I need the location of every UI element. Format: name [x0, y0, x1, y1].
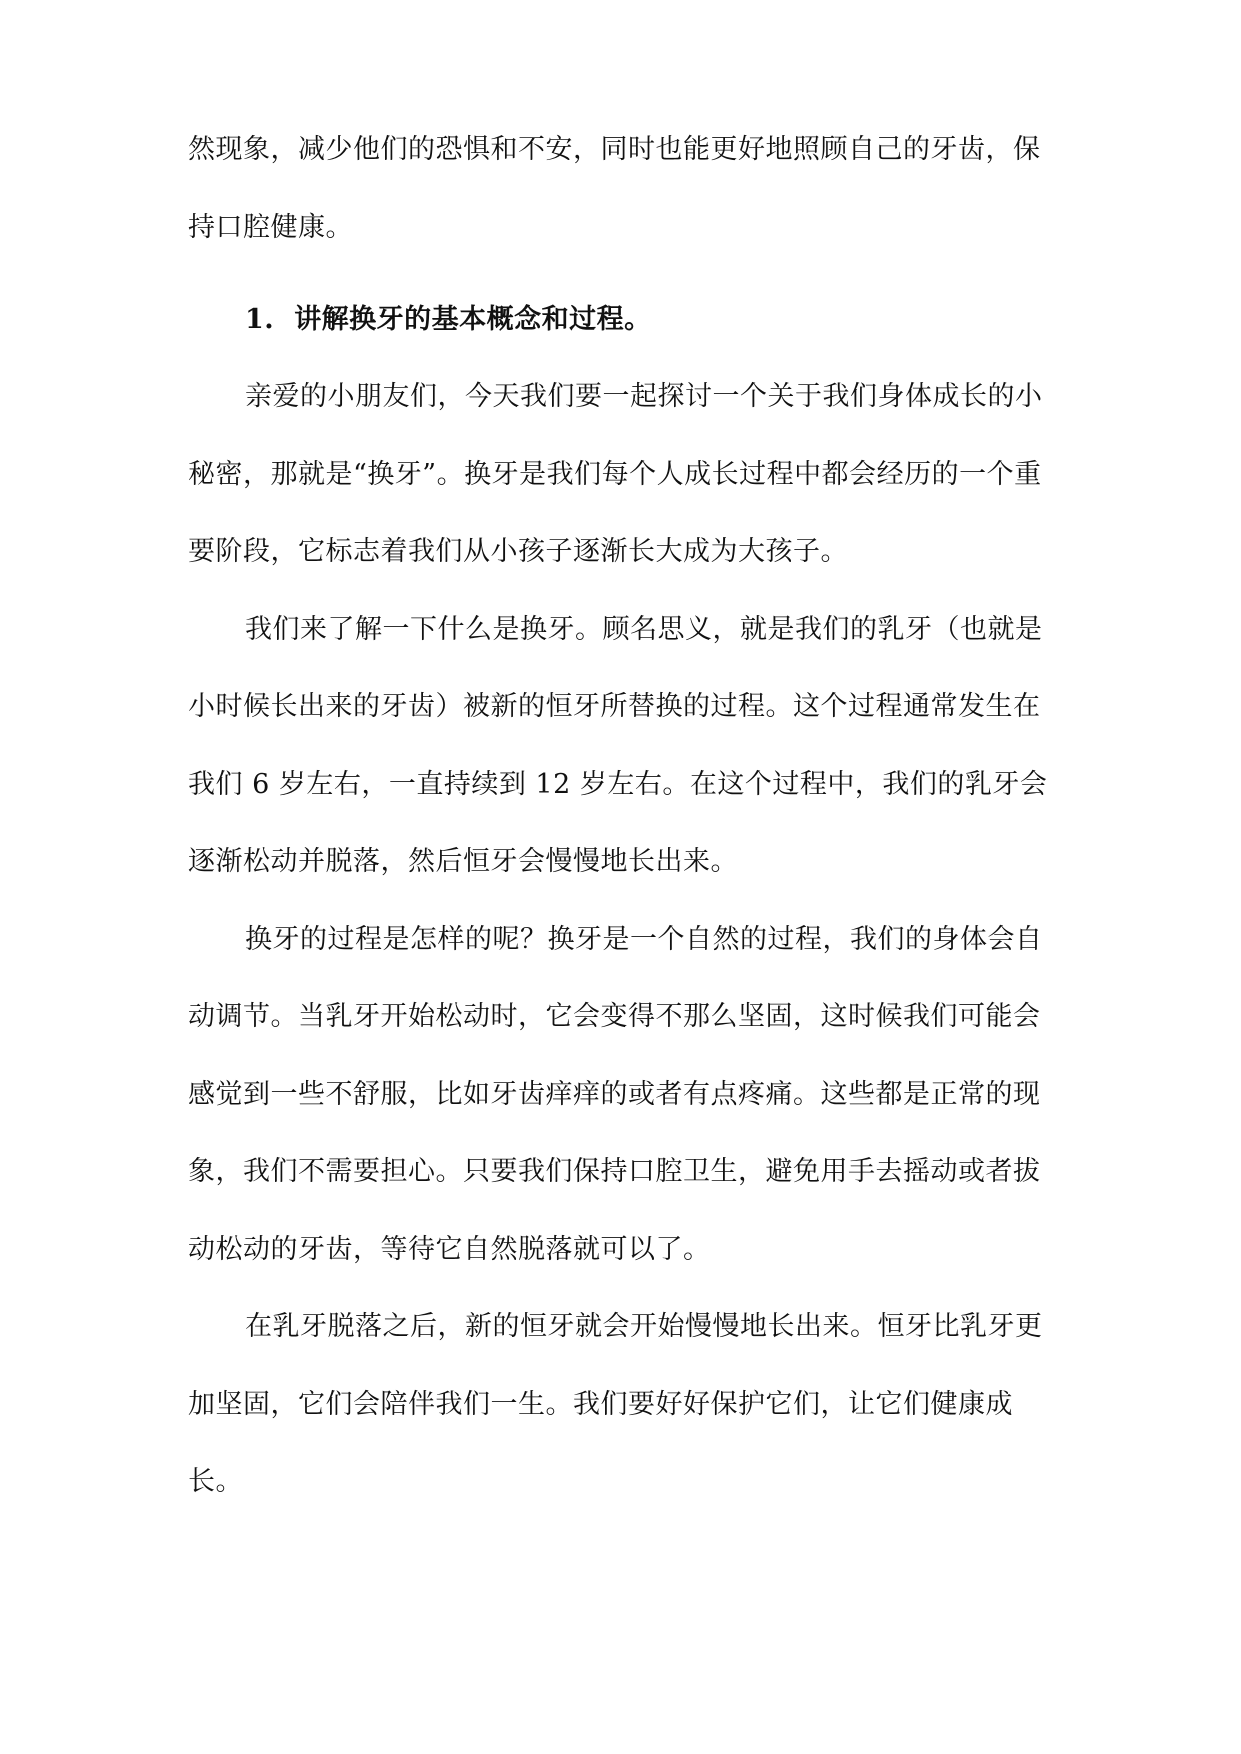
section-heading-block — [188, 281, 1054, 358]
body-text — [188, 358, 1054, 1521]
section-heading — [188, 281, 1054, 358]
section-number: 1. — [245, 304, 275, 335]
body-paragraph-4: 在乳牙脱落之后，新的恒牙就会开始慢慢地长出来。恒牙比乳牙更加坚固，它们会陪伴我们一生。我们要好好保护它们，让它们健康成长。 — [188, 1311, 1043, 1497]
continuation-paragraph: 然现象，减少他们的恐惧和不安，同时也能更好地照顾自己的牙齿，保持口腔健康。 — [188, 134, 1041, 243]
continuation-block — [188, 111, 1054, 266]
body-paragraph-3: 换牙的过程是怎样的呢？换牙是一个自然的过程，我们的身体会自动调节。当乳牙开始松动时，它会变得不那么坚固，这时候我们可能会感觉到一些不舒服，比如牙齿痒痒的或者有点疼痛。这些都是正常的现象，我们不需要担心。只要我们保持口腔卫生，避免用手去摇动或者拔动松动的牙齿，等待它自然脱落就可以了。 — [188, 923, 1043, 1265]
section-title: 讲解换牙的基本概念和过程。 — [294, 304, 652, 335]
body-paragraph-2: 我们来了解一下什么是换牙。顾名思义，就是我们的乳牙（也就是小时候长出来的牙齿）被新的恒牙所替换的过程。这个过程通常发生在我们 6 岁左右，一直持续到 12 岁左右。在这个过程中，我们的乳牙会逐渐松动并脱落，然后恒牙会慢慢地长出来。 — [188, 613, 1048, 877]
body-paragraph-1: 亲爱的小朋友们，今天我们要一起探讨一个关于我们身体成长的小秘密，那就是“换牙”。换牙是我们每个人成长过程中都会经历的一个重要阶段，它标志着我们从小孩子逐渐长大成为大孩子。 — [188, 381, 1043, 567]
